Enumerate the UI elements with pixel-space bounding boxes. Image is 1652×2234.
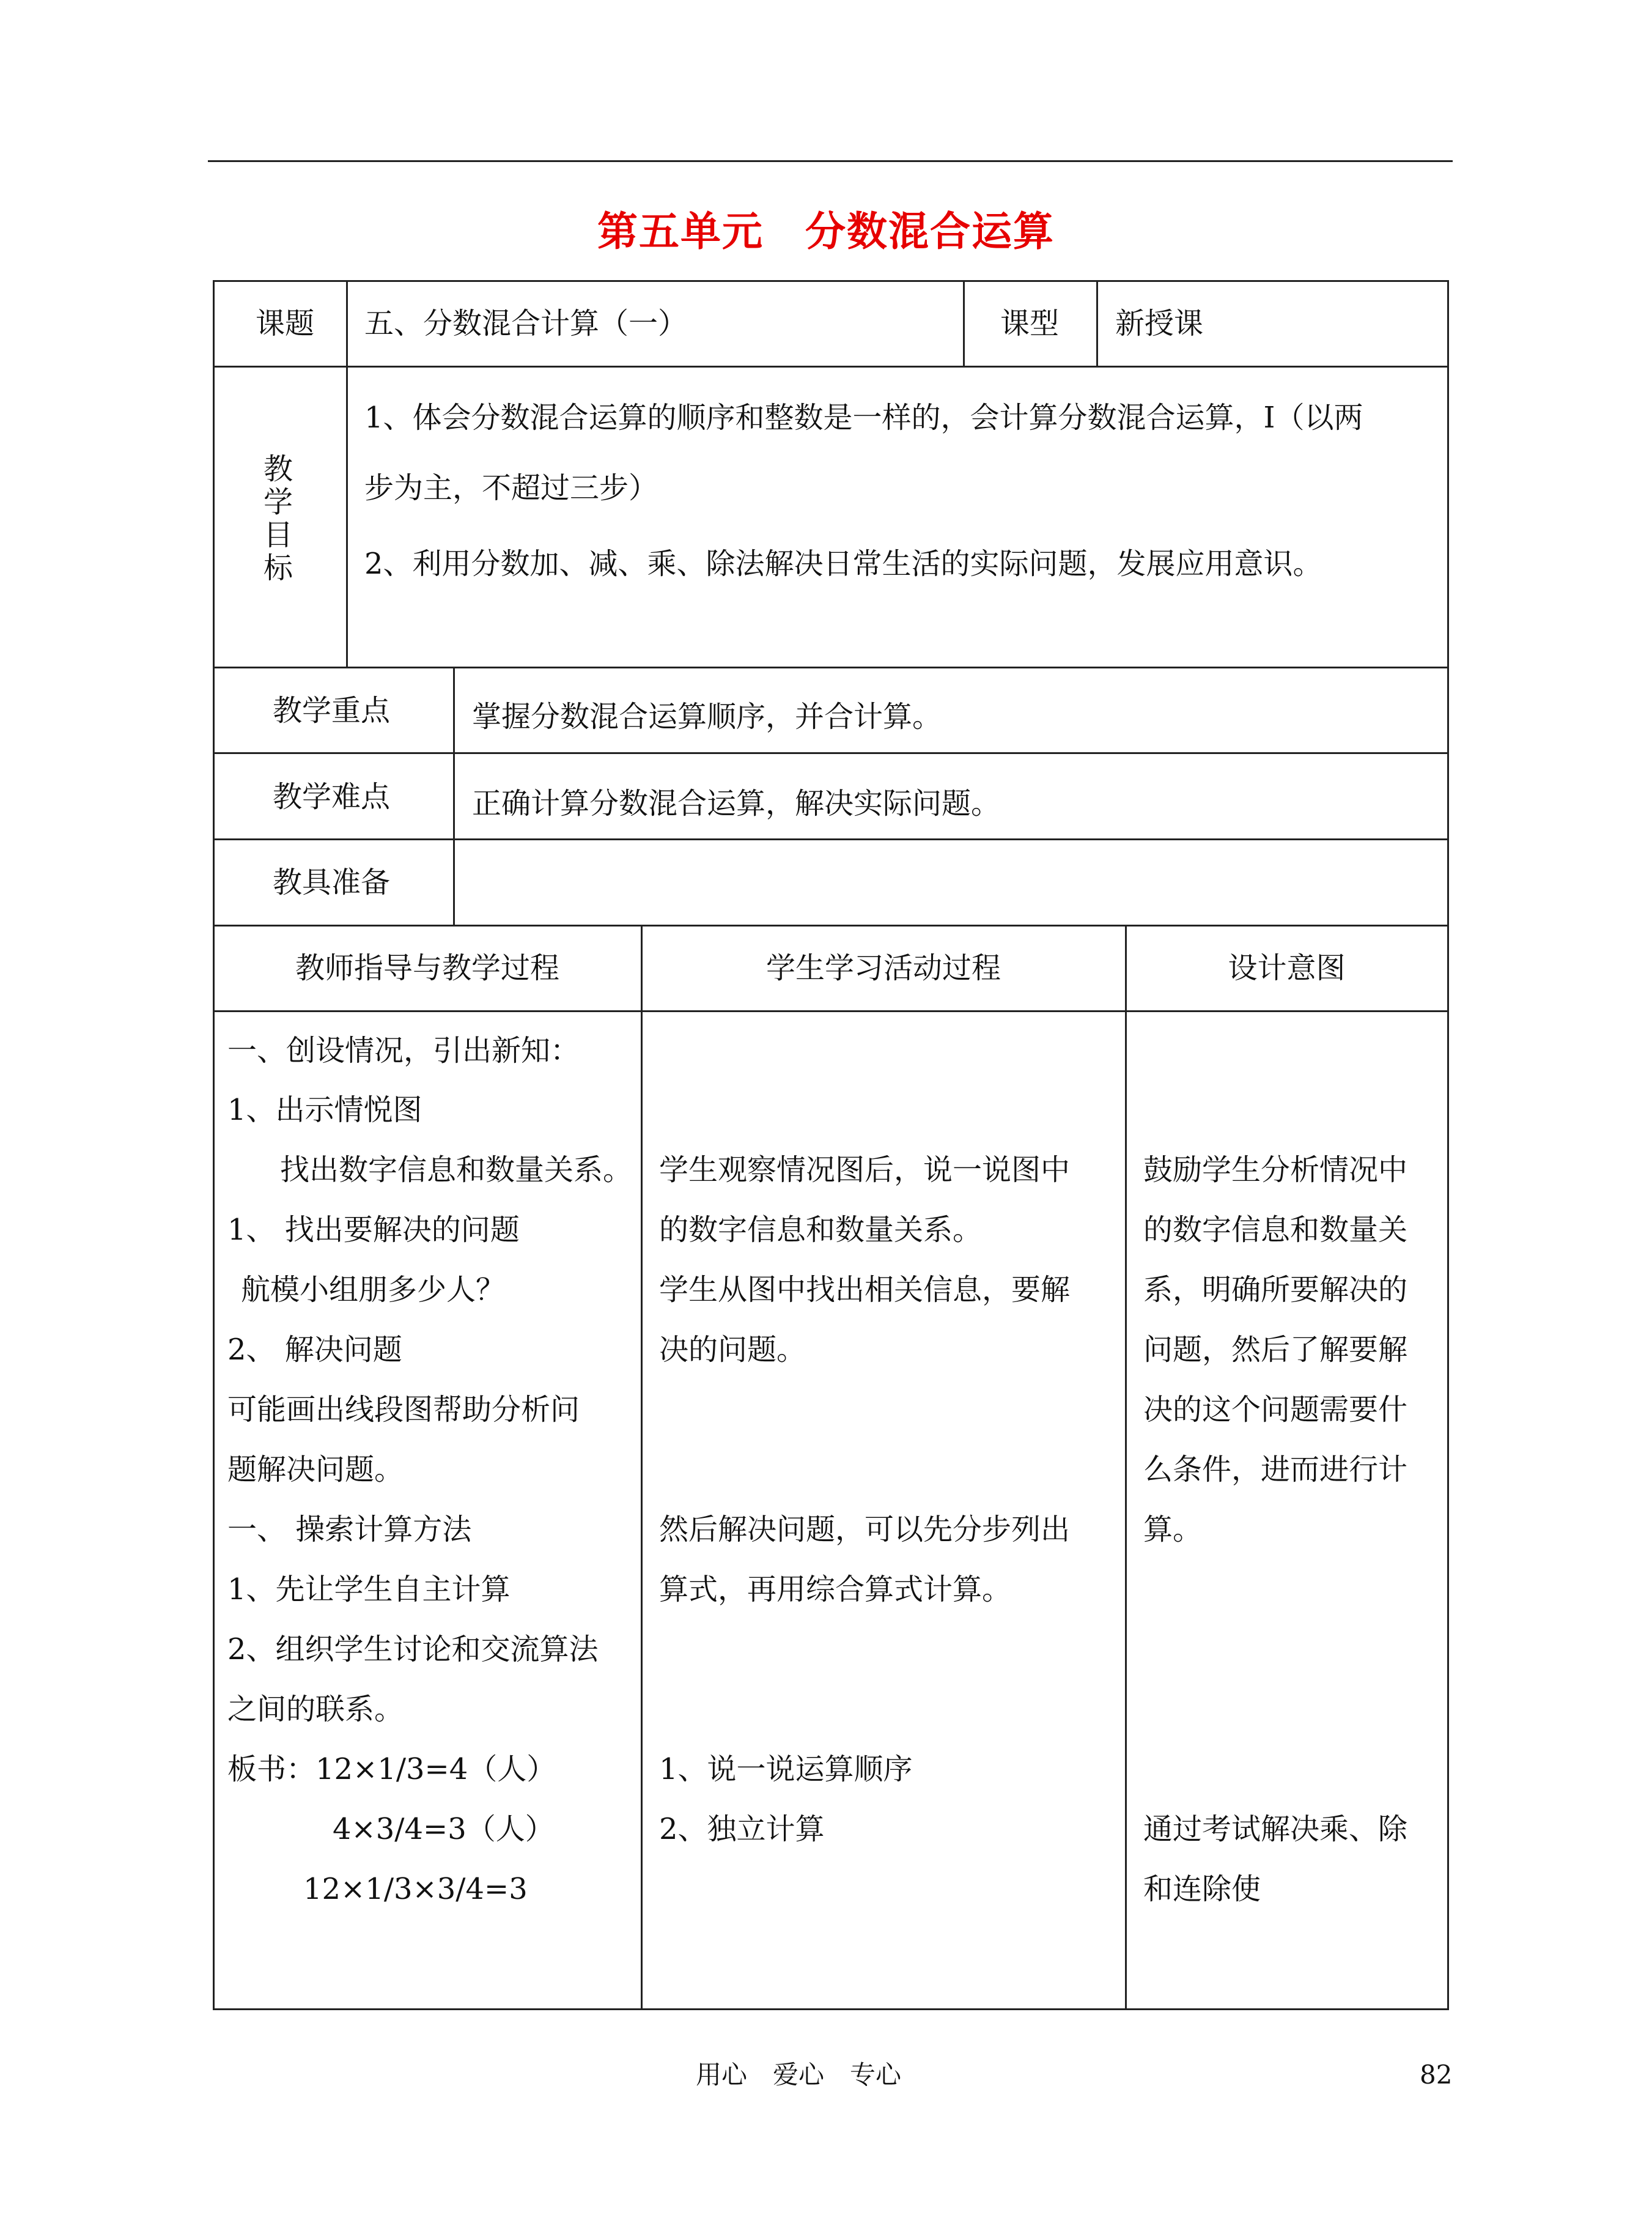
intent-line: 和连除使 [1143,1872,1261,1906]
table-border-top [213,280,1449,282]
objectives-label-char: 学 [263,485,293,519]
col-sep-topic [346,280,348,668]
col-sep-type-right [1096,280,1098,367]
key-point-value: 掌握分数混合运算顺序，并合计算。 [472,700,942,734]
col-sep-process-2 [1125,925,1127,2010]
student-line: 然后解决问题，可以先分步列出 [659,1512,1071,1547]
intent-line: 鼓励学生分析情况中 [1143,1153,1408,1187]
col-sep-labels [453,667,455,926]
teacher-line: 2、 解决问题 [227,1333,402,1367]
col-sep-type-left [963,280,965,367]
teacher-line: 一、创设情况，引出新知： [227,1034,580,1068]
teacher-line: 4×3/4=3（人） [245,1812,555,1846]
intent-line: 系，明确所要解决的 [1143,1273,1408,1307]
difficulty-value: 正确计算分数混合运算，解决实际问题。 [472,786,1001,821]
objective-line: 2、利用分数加、减、乘、除法解决日常生活的实际问题，发展应用意识。 [364,547,1322,581]
difficulty-label: 教学难点 [273,780,391,814]
teacher-line: 1、出示情悦图 [227,1093,422,1127]
student-line: 决的问题。 [659,1333,806,1367]
table-border-right [1447,280,1449,2010]
intent-line: 决的这个问题需要什 [1143,1393,1408,1427]
student-line: 学生从图中找出相关信息，要解 [659,1273,1071,1307]
teacher-line: 板书：12×1/3=4（人） [227,1752,556,1786]
intent-line: 算。 [1143,1512,1203,1547]
teacher-line: 可能画出线段图帮助分析问 [227,1393,580,1427]
objectives-label-char: 教 [263,452,293,486]
row-sep-1 [213,366,1449,368]
student-process-header: 学生学习活动过程 [765,951,1001,985]
student-line: 1、说一说运算顺序 [659,1752,913,1786]
row-sep-6 [213,1010,1449,1012]
intent-line: 通过考试解决乘、除 [1143,1812,1408,1846]
teacher-line: 之间的联系。 [227,1692,404,1726]
intent-line: 的数字信息和数量关 [1143,1213,1408,1247]
teacher-line: 题解决问题。 [227,1452,404,1487]
student-line: 的数字信息和数量关系。 [659,1213,983,1247]
type-label: 课型 [1000,306,1060,341]
student-line: 2、独立计算 [659,1812,825,1846]
objectives-label-char: 目 [263,518,293,552]
footer-motto: 用心 爱心 专心 [696,2060,902,2090]
objectives-label-char: 标 [263,551,293,585]
objective-line: 1、体会分数混合运算的顺序和整数是一样的，会计算分数混合运算，I（以两 [364,401,1363,435]
table-border-bottom [213,2008,1449,2010]
materials-label: 教具准备 [273,865,391,900]
teacher-line: 1、 找出要解决的问题 [227,1213,520,1247]
col-sep-process-1 [641,925,643,2010]
teacher-line: 一、 操索计算方法 [227,1512,472,1547]
teacher-line: 航模小组朋多少人？ [241,1273,506,1307]
type-value: 新授课 [1115,306,1204,341]
teacher-line: 1、先让学生自主计算 [227,1572,511,1607]
intent-line: 么条件，进而进行计 [1143,1452,1408,1487]
design-intent-header: 设计意图 [1228,951,1346,985]
student-line: 学生观察情况图后，说一说图中 [659,1153,1071,1187]
page-title: 第五单元 分数混合运算 [597,207,1055,255]
teacher-process-header: 教师指导与教学过程 [295,951,559,985]
page-number: 82 [1420,2060,1453,2090]
topic-value: 五、分数混合计算（一） [364,306,688,341]
row-sep-4 [213,838,1449,840]
key-point-label: 教学重点 [273,694,391,728]
header-rule [208,160,1453,162]
row-sep-2 [213,667,1449,668]
topic-label: 课题 [256,306,315,341]
teacher-line: 2、组织学生讨论和交流算法 [227,1632,599,1666]
objectives-label [214,453,342,585]
row-sep-3 [213,752,1449,754]
objective-line: 步为主，不超过三步） [364,471,658,505]
teacher-line: 找出数字信息和数量关系。 [251,1153,633,1187]
teacher-line: 12×1/3×3/4=3 [245,1872,528,1906]
row-sep-5 [213,925,1449,927]
intent-line: 问题，然后了解要解 [1143,1333,1408,1367]
student-line: 算式，再用综合算式计算。 [659,1572,1012,1607]
